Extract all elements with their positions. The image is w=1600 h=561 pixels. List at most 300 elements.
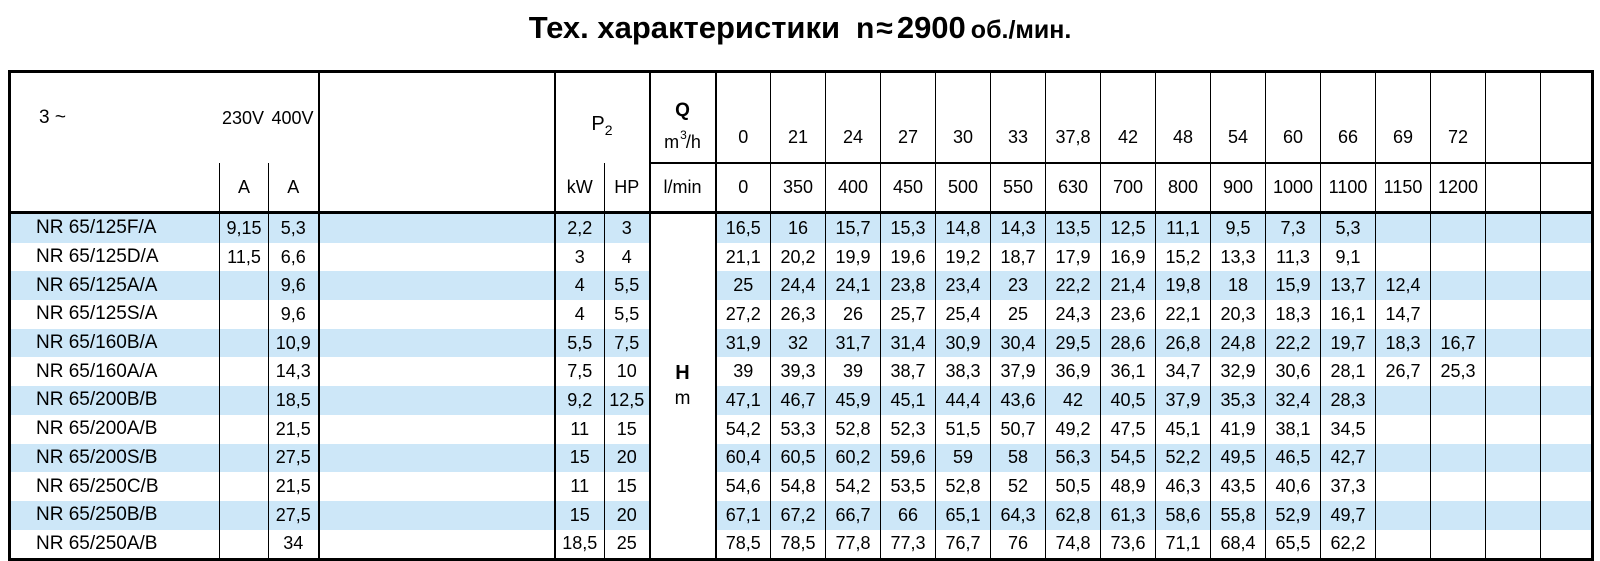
head-value-cell: 47,1 — [716, 386, 771, 415]
power-kw-cell: 5,5 — [555, 329, 605, 358]
head-value-cell: 15,9 — [1266, 271, 1321, 300]
pump-model-cell: NR 65/160B/A — [10, 329, 220, 358]
head-value-cell: 28,6 — [1101, 329, 1156, 358]
head-value-cell: 43,5 — [1211, 472, 1266, 501]
flow-m3h-value: 69 — [1376, 72, 1431, 164]
power-hp-cell: 25 — [605, 530, 650, 560]
head-value-cell: 32,9 — [1211, 357, 1266, 386]
amp-230v-cell — [220, 271, 269, 300]
head-value-cell: 58,6 — [1156, 501, 1211, 530]
blank-cell — [319, 329, 555, 358]
flow-lmin-value: 1150 — [1376, 163, 1431, 213]
blank-column-header — [319, 72, 555, 164]
head-value-cell: 27,2 — [716, 300, 771, 329]
head-value-cell: 39 — [826, 357, 881, 386]
head-value-cell: 37,3 — [1321, 472, 1376, 501]
head-value-cell — [1431, 444, 1486, 473]
blank-cell — [319, 415, 555, 444]
flow-lmin-value: 550 — [991, 163, 1046, 213]
amp-230v-cell — [220, 444, 269, 473]
head-value-cell: 47,5 — [1101, 415, 1156, 444]
head-value-cell: 23 — [991, 271, 1046, 300]
flow-lmin-value — [1486, 163, 1541, 213]
head-value-cell: 61,3 — [1101, 501, 1156, 530]
amp-400v-cell: 10,9 — [269, 329, 319, 358]
head-value-cell: 73,6 — [1101, 530, 1156, 560]
amp-400v-cell: 14,3 — [269, 357, 319, 386]
power-kw-cell: 15 — [555, 444, 605, 473]
head-value-cell: 59 — [936, 444, 991, 473]
head-value-cell: 25 — [716, 271, 771, 300]
blank-cell — [319, 386, 555, 415]
head-value-cell: 34,7 — [1156, 357, 1211, 386]
head-value-cell — [1376, 501, 1431, 530]
power-kw-cell: 3 — [555, 243, 605, 272]
head-value-cell: 65,1 — [936, 501, 991, 530]
head-value-cell: 19,9 — [826, 243, 881, 272]
head-value-cell: 67,2 — [771, 501, 826, 530]
flow-m3h-value: 48 — [1156, 72, 1211, 164]
phase-label: 3 ~ — [39, 107, 66, 128]
head-value-cell: 22,2 — [1266, 329, 1321, 358]
head-value-cell: 13,3 — [1211, 243, 1266, 272]
head-value-cell: 14,7 — [1376, 300, 1431, 329]
head-value-cell: 26,3 — [771, 300, 826, 329]
head-value-cell: 32,4 — [1266, 386, 1321, 415]
head-value-cell — [1486, 243, 1541, 272]
flow-m3h-value: 54 — [1211, 72, 1266, 164]
head-value-cell: 19,7 — [1321, 329, 1376, 358]
table-row — [10, 300, 1593, 329]
head-value-cell — [1541, 415, 1593, 444]
power-hp-cell: 15 — [605, 415, 650, 444]
power-hp-cell: 20 — [605, 444, 650, 473]
pump-model-cell: NR 65/200S/B — [10, 444, 220, 473]
head-value-cell: 24,3 — [1046, 300, 1101, 329]
amp-400v-cell: 34 — [269, 530, 319, 560]
head-value-cell — [1486, 530, 1541, 560]
table-row — [10, 530, 1593, 560]
head-value-cell: 28,3 — [1321, 386, 1376, 415]
head-value-cell: 49,7 — [1321, 501, 1376, 530]
head-value-cell: 12,4 — [1376, 271, 1431, 300]
flow-lmin-value: 700 — [1101, 163, 1156, 213]
head-value-cell: 18,7 — [991, 243, 1046, 272]
amp-230v-cell: 9,15 — [220, 213, 269, 243]
power-kw-cell: 11 — [555, 415, 605, 444]
head-value-cell: 13,5 — [1046, 213, 1101, 243]
amp-230v-cell — [220, 415, 269, 444]
head-value-cell: 31,9 — [716, 329, 771, 358]
head-value-cell: 30,9 — [936, 329, 991, 358]
head-column-label — [650, 213, 716, 560]
flow-m3h-value: 0 — [716, 72, 771, 164]
flow-m3h-value: 37,8 — [1046, 72, 1101, 164]
head-value-cell — [1431, 530, 1486, 560]
header-row-top — [10, 72, 1593, 164]
p2-label: P — [591, 112, 605, 135]
head-value-cell: 52,9 — [1266, 501, 1321, 530]
head-value-cell: 49,2 — [1046, 415, 1101, 444]
head-value-cell: 54,2 — [826, 472, 881, 501]
head-value-cell: 60,4 — [716, 444, 771, 473]
table-row — [10, 213, 1593, 243]
head-value-cell: 9,1 — [1321, 243, 1376, 272]
head-value-cell — [1486, 271, 1541, 300]
head-value-cell: 77,8 — [826, 530, 881, 560]
head-value-cell: 68,4 — [1211, 530, 1266, 560]
blank-cell — [319, 444, 555, 473]
head-value-cell: 52,2 — [1156, 444, 1211, 473]
power-kw-cell: 4 — [555, 271, 605, 300]
table-row — [10, 329, 1593, 358]
voltage-230-label: 230V — [221, 107, 265, 128]
head-value-cell: 15,7 — [826, 213, 881, 243]
head-value-cell: 9,5 — [1211, 213, 1266, 243]
head-value-cell — [1486, 213, 1541, 243]
flow-m3h-value: 33 — [991, 72, 1046, 164]
amp-230v-cell — [220, 329, 269, 358]
head-value-cell: 24,8 — [1211, 329, 1266, 358]
head-value-cell — [1431, 300, 1486, 329]
table-row — [10, 357, 1593, 386]
amp-400v-cell: 21,5 — [269, 415, 319, 444]
table-row — [10, 501, 1593, 530]
head-value-cell: 50,7 — [991, 415, 1046, 444]
head-value-cell: 77,3 — [881, 530, 936, 560]
amp-400v-cell: 18,5 — [269, 386, 319, 415]
head-value-cell: 78,5 — [716, 530, 771, 560]
power-hp-cell: 12,5 — [605, 386, 650, 415]
head-value-cell: 54,8 — [771, 472, 826, 501]
head-value-cell: 78,5 — [771, 530, 826, 560]
head-value-cell — [1431, 213, 1486, 243]
head-value-cell: 26,8 — [1156, 329, 1211, 358]
head-value-cell — [1541, 300, 1593, 329]
head-value-cell: 31,4 — [881, 329, 936, 358]
head-value-cell: 42 — [1046, 386, 1101, 415]
pump-model-cell: NR 65/125A/A — [10, 271, 220, 300]
title-rpm-unit: об./мин. — [970, 16, 1072, 44]
head-value-cell: 24,1 — [826, 271, 881, 300]
head-value-cell: 71,1 — [1156, 530, 1211, 560]
amp-230v-cell — [220, 472, 269, 501]
head-value-cell: 28,1 — [1321, 357, 1376, 386]
head-value-cell: 15,2 — [1156, 243, 1211, 272]
head-value-cell — [1376, 530, 1431, 560]
flow-lmin-value: 1000 — [1266, 163, 1321, 213]
head-value-cell — [1541, 213, 1593, 243]
pump-model-cell: NR 65/200B/B — [10, 386, 220, 415]
head-value-cell: 45,1 — [881, 386, 936, 415]
head-value-cell: 16,7 — [1431, 329, 1486, 358]
head-value-cell: 22,1 — [1156, 300, 1211, 329]
flow-lmin-value: 800 — [1156, 163, 1211, 213]
power-hp-cell: 3 — [605, 213, 650, 243]
head-value-cell: 56,3 — [1046, 444, 1101, 473]
flow-lmin-value: 900 — [1211, 163, 1266, 213]
head-value-cell: 7,3 — [1266, 213, 1321, 243]
power-hp-cell: 5,5 — [605, 300, 650, 329]
head-value-cell: 52,8 — [936, 472, 991, 501]
head-value-cell: 34,5 — [1321, 415, 1376, 444]
amp-400v-cell: 5,3 — [269, 213, 319, 243]
head-value-cell: 52,8 — [826, 415, 881, 444]
power-hp-cell: 15 — [605, 472, 650, 501]
head-value-cell: 11,3 — [1266, 243, 1321, 272]
table-row — [10, 243, 1593, 272]
head-value-cell — [1541, 444, 1593, 473]
head-value-cell: 38,7 — [881, 357, 936, 386]
head-value-cell: 18,3 — [1266, 300, 1321, 329]
amp-400v-cell: 21,5 — [269, 472, 319, 501]
head-value-cell: 14,3 — [991, 213, 1046, 243]
pump-model-cell: NR 65/250C/B — [36, 475, 159, 497]
head-value-cell: 23,8 — [881, 271, 936, 300]
power-kw-cell: 7,5 — [555, 357, 605, 386]
blank-cell — [319, 501, 555, 530]
flow-m3h-value: 66 — [1321, 72, 1376, 164]
head-value-cell — [1541, 530, 1593, 560]
head-value-cell: 39 — [716, 357, 771, 386]
power-hp-cell: 7,5 — [605, 329, 650, 358]
head-value-cell: 51,5 — [936, 415, 991, 444]
head-value-cell: 19,8 — [1156, 271, 1211, 300]
flow-lmin-value: 500 — [936, 163, 991, 213]
table-row — [10, 472, 1593, 501]
head-value-cell — [1431, 472, 1486, 501]
amp-400v-cell: 9,6 — [269, 271, 319, 300]
head-value-cell: 60,2 — [826, 444, 881, 473]
head-value-cell: 19,6 — [881, 243, 936, 272]
head-value-cell — [1486, 472, 1541, 501]
head-value-cell: 64,3 — [991, 501, 1046, 530]
head-value-cell: 20,2 — [771, 243, 826, 272]
head-value-cell — [1486, 501, 1541, 530]
head-value-cell: 40,5 — [1101, 386, 1156, 415]
hp-unit: HP — [605, 163, 650, 213]
power-hp-cell: 20 — [605, 501, 650, 530]
head-value-cell: 18,3 — [1376, 329, 1431, 358]
head-value-cell: 25 — [991, 300, 1046, 329]
page-title — [0, 6, 1600, 56]
head-value-cell: 29,5 — [1046, 329, 1101, 358]
head-value-cell: 16 — [771, 213, 826, 243]
q-header — [650, 72, 716, 164]
flow-lmin-value — [1541, 163, 1593, 213]
power-kw-cell: 15 — [555, 501, 605, 530]
flow-lmin-value: 450 — [881, 163, 936, 213]
phase-voltage-header — [10, 72, 319, 164]
head-value-cell: 37,9 — [991, 357, 1046, 386]
amp-230v-cell — [220, 300, 269, 329]
head-value-cell — [1541, 271, 1593, 300]
pump-model-cell: NR 65/200A/B — [36, 418, 158, 440]
head-value-cell: 37,9 — [1156, 386, 1211, 415]
head-value-cell: 62,2 — [1321, 530, 1376, 560]
power-kw-cell: 18,5 — [555, 530, 605, 560]
header-row-units — [10, 163, 1593, 213]
head-value-cell — [1431, 243, 1486, 272]
head-value-cell: 45,1 — [1156, 415, 1211, 444]
specs-table — [8, 70, 1594, 561]
blank-cell — [319, 271, 555, 300]
amp-230-unit: A — [220, 163, 269, 213]
head-value-cell: 76 — [991, 530, 1046, 560]
amp-230v-cell — [220, 501, 269, 530]
pump-model-cell: NR 65/125D/A — [36, 246, 159, 268]
amp-230v-cell: 11,5 — [220, 243, 269, 272]
table-row — [10, 386, 1593, 415]
table-row — [10, 444, 1593, 473]
flow-m3h-value: 24 — [826, 72, 881, 164]
head-symbol: H — [675, 362, 690, 385]
head-value-cell: 15,3 — [881, 213, 936, 243]
head-value-cell — [1541, 243, 1593, 272]
flow-lmin-value: 630 — [1046, 163, 1101, 213]
title-n-label: n — [856, 12, 875, 45]
head-value-cell: 39,3 — [771, 357, 826, 386]
title-text: Тех. характеристики — [528, 10, 841, 45]
head-value-cell: 36,9 — [1046, 357, 1101, 386]
head-value-cell: 22,2 — [1046, 271, 1101, 300]
blank-cell — [319, 530, 555, 560]
power-kw-cell: 11 — [555, 472, 605, 501]
head-value-cell — [1541, 386, 1593, 415]
head-value-cell — [1431, 386, 1486, 415]
head-value-cell: 5,3 — [1321, 213, 1376, 243]
flow-lmin-value: 400 — [826, 163, 881, 213]
head-value-cell — [1376, 243, 1431, 272]
head-value-cell: 38,3 — [936, 357, 991, 386]
head-value-cell: 46,7 — [771, 386, 826, 415]
head-value-cell — [1376, 213, 1431, 243]
amp-230v-cell — [220, 357, 269, 386]
title-approx-sign: ≈ — [876, 12, 893, 45]
head-value-cell: 12,5 — [1101, 213, 1156, 243]
head-value-cell: 26,7 — [1376, 357, 1431, 386]
title-rpm-value: 2900 — [896, 10, 966, 45]
head-value-cell: 30,4 — [991, 329, 1046, 358]
head-value-cell: 20,3 — [1211, 300, 1266, 329]
head-value-cell: 32 — [771, 329, 826, 358]
head-value-cell: 31,7 — [826, 329, 881, 358]
head-value-cell: 62,8 — [1046, 501, 1101, 530]
head-value-cell: 48,9 — [1101, 472, 1156, 501]
pump-model-cell: NR 65/125S/A — [36, 303, 158, 325]
head-value-cell: 54,5 — [1101, 444, 1156, 473]
head-value-cell: 58 — [991, 444, 1046, 473]
flow-m3h-value: 21 — [771, 72, 826, 164]
head-value-cell — [1486, 386, 1541, 415]
blank-cell — [319, 357, 555, 386]
pump-model-cell: NR 65/125F/A — [10, 213, 220, 243]
head-value-cell: 16,5 — [716, 213, 771, 243]
head-value-cell: 25,3 — [1431, 357, 1486, 386]
q-symbol: Q — [675, 100, 690, 121]
head-value-cell: 18 — [1211, 271, 1266, 300]
head-value-cell: 65,5 — [1266, 530, 1321, 560]
flow-m3h-value — [1486, 72, 1541, 164]
pump-model-cell: NR 65/250A/B — [36, 532, 158, 554]
head-value-cell — [1486, 357, 1541, 386]
head-value-cell: 46,5 — [1266, 444, 1321, 473]
head-value-cell: 52 — [991, 472, 1046, 501]
head-value-cell: 30,6 — [1266, 357, 1321, 386]
flow-m3h-value: 42 — [1101, 72, 1156, 164]
head-value-cell: 66,7 — [826, 501, 881, 530]
head-value-cell — [1541, 357, 1593, 386]
blank-cell — [319, 213, 555, 243]
amp-400-unit: A — [269, 163, 319, 213]
blank-cell — [319, 243, 555, 272]
flow-lmin-value: 1200 — [1431, 163, 1486, 213]
head-value-cell: 42,7 — [1321, 444, 1376, 473]
head-value-cell — [1541, 472, 1593, 501]
head-value-cell: 23,6 — [1101, 300, 1156, 329]
head-value-cell: 55,8 — [1211, 501, 1266, 530]
flow-m3h-value: 72 — [1431, 72, 1486, 164]
head-value-cell: 67,1 — [716, 501, 771, 530]
head-value-cell: 35,3 — [1211, 386, 1266, 415]
voltage-400-label: 400V — [271, 107, 314, 128]
head-unit: m — [674, 388, 691, 410]
head-value-cell — [1486, 300, 1541, 329]
head-value-cell — [1376, 472, 1431, 501]
head-value-cell: 43,6 — [991, 386, 1046, 415]
amp-400v-cell: 27,5 — [269, 444, 319, 473]
head-value-cell: 17,9 — [1046, 243, 1101, 272]
power-kw-cell: 2,2 — [555, 213, 605, 243]
power-hp-cell: 5,5 — [605, 271, 650, 300]
head-value-cell: 76,7 — [936, 530, 991, 560]
lmin-unit: l/min — [650, 163, 716, 213]
head-value-cell — [1541, 329, 1593, 358]
head-value-cell — [1486, 329, 1541, 358]
power-hp-cell: 10 — [605, 357, 650, 386]
head-value-cell — [1376, 386, 1431, 415]
head-value-cell — [1431, 271, 1486, 300]
head-value-cell: 25,4 — [936, 300, 991, 329]
head-value-cell — [1541, 501, 1593, 530]
head-value-cell: 38,1 — [1266, 415, 1321, 444]
head-value-cell — [1431, 415, 1486, 444]
head-value-cell: 54,6 — [716, 472, 771, 501]
amp-230v-cell — [220, 386, 269, 415]
head-value-cell: 54,2 — [716, 415, 771, 444]
head-value-cell — [1431, 501, 1486, 530]
head-value-cell: 24,4 — [771, 271, 826, 300]
table-row — [10, 271, 1593, 300]
amp-400v-cell: 6,6 — [269, 243, 319, 272]
flow-m3h-value: 60 — [1266, 72, 1321, 164]
head-value-cell: 45,9 — [826, 386, 881, 415]
head-value-cell: 60,5 — [771, 444, 826, 473]
head-value-cell — [1486, 415, 1541, 444]
flow-m3h-value: 30 — [936, 72, 991, 164]
amp-400v-cell: 27,5 — [269, 501, 319, 530]
head-value-cell: 36,1 — [1101, 357, 1156, 386]
head-value-cell: 52,3 — [881, 415, 936, 444]
head-value-cell: 21,1 — [716, 243, 771, 272]
head-value-cell: 13,7 — [1321, 271, 1376, 300]
q-unit-m3h: $m^3/h$ — [664, 128, 701, 152]
head-value-cell: 49,5 — [1211, 444, 1266, 473]
head-value-cell — [1376, 415, 1431, 444]
head-value-cell: 26 — [826, 300, 881, 329]
p2-header — [555, 72, 650, 164]
head-value-cell: 66 — [881, 501, 936, 530]
